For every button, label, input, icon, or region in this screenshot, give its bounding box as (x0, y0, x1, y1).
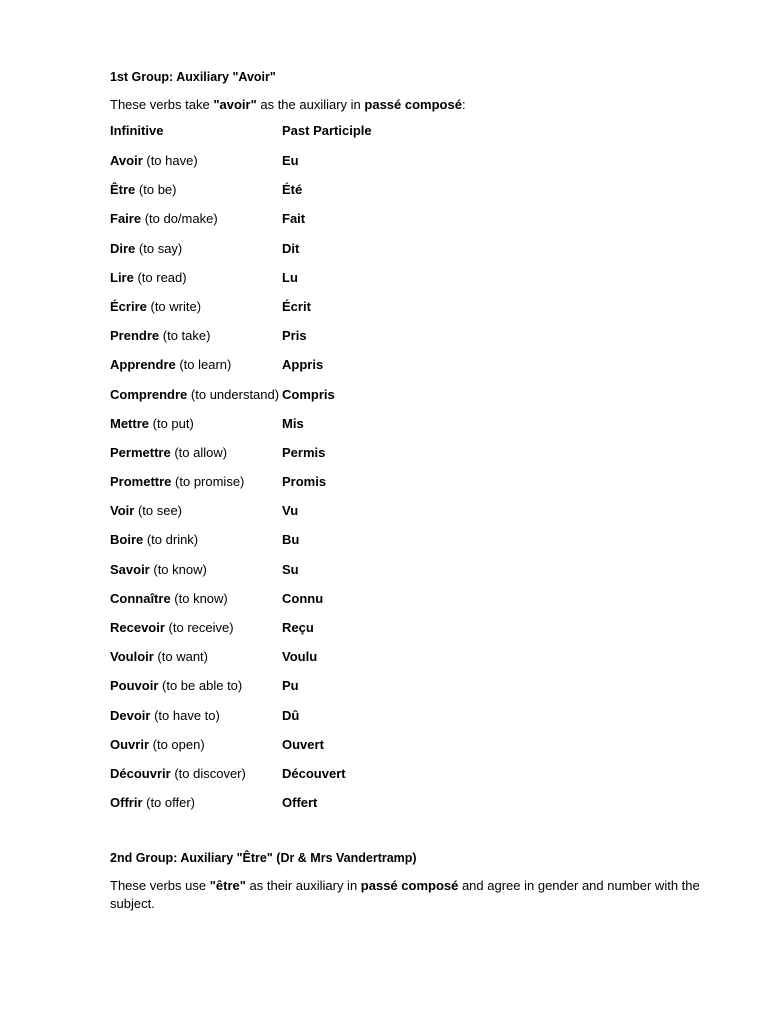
past-participle-cell: Pris (282, 328, 307, 344)
verb-infinitive: Découvrir (110, 765, 171, 781)
verb-meaning: (to allow) (170, 444, 228, 460)
intro-text: and agree in gender and number with the subject. (110, 878, 700, 912)
verb-meaning: (to offer) (142, 795, 196, 811)
infinitive-cell (110, 707, 282, 725)
verb-infinitive: Ouvrir (110, 736, 150, 752)
infinitive-cell (110, 765, 282, 783)
section-etre (110, 849, 700, 913)
infinitive-cell (110, 269, 282, 287)
verb-meaning: (to know) (149, 561, 207, 577)
table-body (110, 152, 700, 823)
past-participle-cell: Été (282, 182, 303, 198)
verb-meaning: (to read) (133, 269, 187, 285)
column-header-infinitive: Infinitive (110, 123, 164, 138)
verb-meaning: (to discover) (170, 765, 246, 781)
section-intro (110, 877, 700, 913)
infinitive-cell (110, 473, 282, 491)
table-row (110, 269, 700, 298)
infinitive-cell (110, 152, 282, 170)
table-row (110, 327, 700, 356)
verb-meaning: (to see) (134, 503, 183, 519)
table-row (110, 356, 700, 385)
verb-infinitive: Promettre (110, 474, 172, 490)
infinitive-cell (110, 677, 282, 695)
verb-meaning: (to write) (146, 298, 202, 314)
table-row (110, 386, 700, 415)
intro-text: These verbs use (110, 878, 210, 894)
table-row (110, 444, 700, 473)
past-participle-cell: Écrit (282, 298, 311, 314)
table-row (110, 590, 700, 619)
past-participle-cell: Compris (282, 386, 335, 402)
verb-infinitive: Recevoir (110, 620, 165, 635)
verb-infinitive: Connaître (110, 590, 171, 606)
past-participle-cell: Fait (282, 211, 306, 227)
verb-infinitive: Vouloir (110, 649, 154, 665)
intro-text: These verbs take (110, 97, 214, 112)
infinitive-cell (110, 736, 282, 754)
table-row (110, 677, 700, 706)
verb-infinitive: Être (110, 182, 136, 198)
intro-bold-text: "avoir" (213, 97, 257, 112)
past-participle-cell: Dit (282, 240, 300, 256)
past-participle-cell: Promis (282, 474, 327, 490)
verb-meaning: (to understand) (187, 386, 280, 402)
infinitive-cell (110, 386, 282, 404)
infinitive-cell (110, 502, 282, 520)
section-avoir (110, 68, 700, 823)
infinitive-cell (110, 648, 282, 666)
table-row (110, 415, 700, 444)
verb-meaning: (to have to) (150, 707, 220, 723)
past-participle-cell: Permis (282, 444, 326, 460)
intro-text: : (461, 97, 466, 112)
verb-meaning: (to have) (142, 153, 198, 168)
document-page (110, 68, 700, 913)
section-intro (110, 96, 700, 114)
verb-table (110, 122, 700, 823)
infinitive-cell (110, 590, 282, 608)
verb-meaning: (to say) (135, 240, 183, 256)
verb-infinitive: Faire (110, 211, 142, 227)
table-row (110, 152, 700, 181)
verb-meaning: (to open) (149, 736, 205, 752)
table-row (110, 502, 700, 531)
verb-meaning: (to learn) (175, 357, 232, 373)
table-row (110, 707, 700, 736)
past-participle-cell: Eu (282, 153, 299, 168)
verb-infinitive: Boire (110, 532, 144, 548)
table-row (110, 648, 700, 677)
verb-infinitive: Voir (110, 503, 135, 519)
verb-infinitive: Avoir (110, 153, 143, 168)
verb-meaning: (to promise) (171, 474, 245, 490)
infinitive-cell (110, 298, 282, 316)
table-row (110, 736, 700, 765)
past-participle-cell: Dû (282, 707, 300, 723)
infinitive-cell (110, 794, 282, 812)
verb-infinitive: Offrir (110, 795, 143, 811)
verb-meaning: (to be able to) (158, 678, 243, 694)
past-participle-cell: Lu (282, 269, 298, 285)
past-participle-cell: Vu (282, 503, 299, 519)
past-participle-cell: Reçu (282, 620, 314, 635)
past-participle-cell: Ouvert (282, 736, 324, 752)
verb-infinitive: Écrire (110, 298, 147, 314)
infinitive-cell (110, 619, 282, 637)
past-participle-cell: Découvert (282, 765, 346, 781)
infinitive-cell (110, 444, 282, 462)
verb-meaning: (to be) (135, 182, 177, 198)
infinitive-cell (110, 181, 282, 199)
verb-infinitive: Savoir (110, 561, 150, 577)
infinitive-cell (110, 531, 282, 549)
past-participle-cell: Su (282, 561, 299, 577)
intro-bold-text: "être" (209, 878, 246, 894)
past-participle-cell: Voulu (282, 649, 318, 665)
verb-infinitive: Comprendre (110, 386, 188, 402)
past-participle-cell: Offert (282, 795, 318, 811)
table-row (110, 561, 700, 590)
table-row (110, 765, 700, 794)
table-row (110, 181, 700, 210)
table-row (110, 619, 700, 648)
table-row (110, 531, 700, 560)
past-participle-cell: Connu (282, 590, 324, 606)
verb-infinitive: Pouvoir (110, 678, 159, 694)
past-participle-cell: Bu (282, 532, 300, 548)
past-participle-cell: Pu (282, 678, 299, 694)
infinitive-cell (110, 561, 282, 579)
past-participle-cell: Appris (282, 357, 324, 373)
past-participle-cell: Mis (282, 415, 304, 431)
verb-meaning: (to know) (170, 590, 228, 606)
intro-text: as their auxiliary in (245, 878, 361, 894)
table-row (110, 210, 700, 239)
infinitive-cell (110, 240, 282, 258)
verb-infinitive: Permettre (110, 444, 171, 460)
verb-meaning: (to put) (149, 415, 194, 431)
intro-bold-text: passé composé (364, 97, 462, 112)
intro-text: as the auxiliary in (256, 97, 365, 112)
verb-meaning: (to want) (153, 649, 208, 665)
table-header-row (110, 122, 700, 152)
infinitive-cell (110, 327, 282, 345)
verb-infinitive: Apprendre (110, 357, 176, 373)
table-row (110, 298, 700, 327)
verb-infinitive: Lire (110, 269, 134, 285)
table-row (110, 240, 700, 269)
infinitive-cell (110, 415, 282, 433)
infinitive-cell (110, 210, 282, 228)
infinitive-cell (110, 356, 282, 374)
verb-infinitive: Mettre (110, 415, 150, 431)
column-header-past-participle: Past Participle (282, 123, 372, 138)
verb-meaning: (to do/make) (141, 211, 218, 227)
section-heading: 1st Group: Auxiliary "Avoir" (110, 70, 276, 84)
table-row (110, 794, 700, 823)
verb-meaning: (to take) (159, 328, 211, 344)
verb-meaning: (to receive) (164, 620, 234, 635)
verb-infinitive: Dire (110, 240, 136, 256)
verb-meaning: (to drink) (143, 532, 199, 548)
verb-infinitive: Prendre (110, 328, 160, 344)
section-heading: 2nd Group: Auxiliary "Être" (Dr & Mrs Vandertramp) (110, 851, 417, 866)
table-row (110, 473, 700, 502)
verb-infinitive: Devoir (110, 707, 151, 723)
intro-bold-text: passé composé (360, 878, 459, 894)
